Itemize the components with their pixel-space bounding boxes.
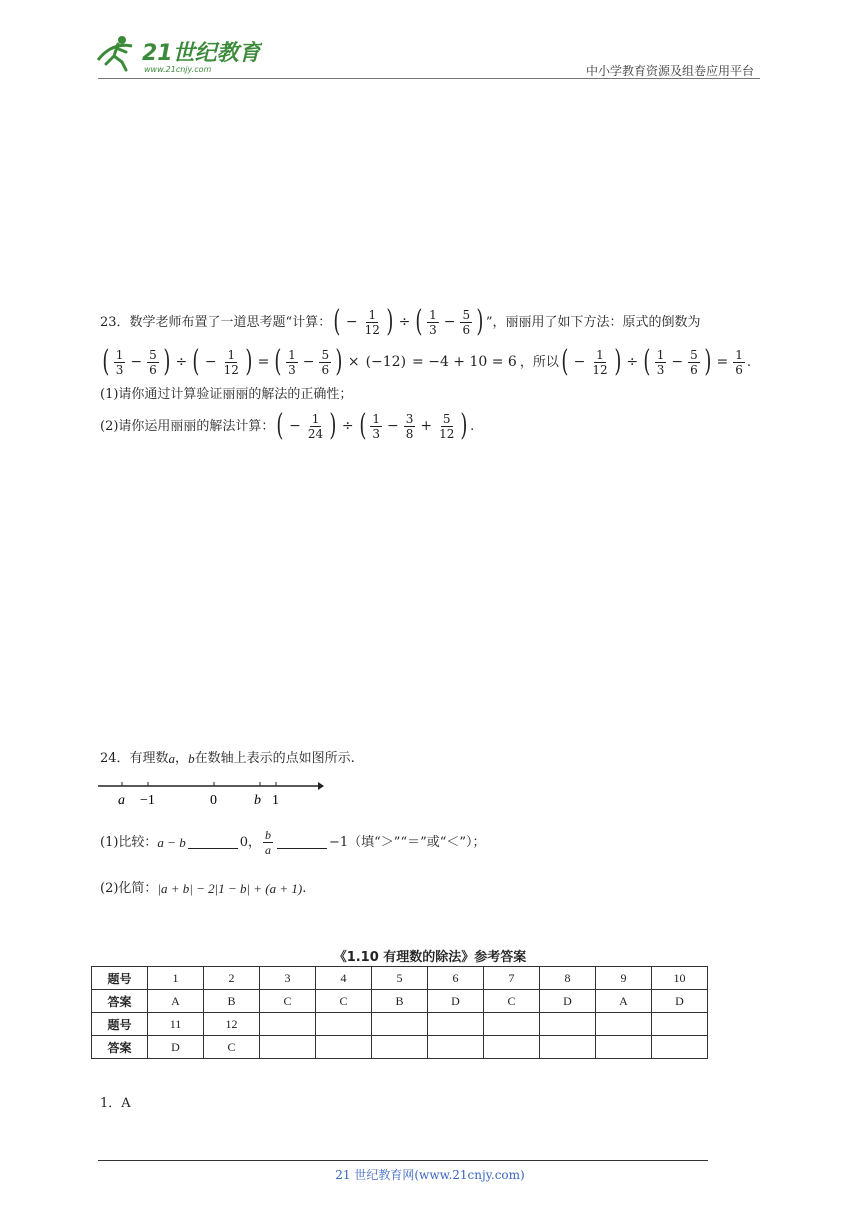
table-cell [652,1036,708,1059]
fraction: $\frac{5}{6}$ [462,307,471,337]
table-row [92,1036,708,1059]
table-cell: C [484,990,540,1013]
number-line [96,776,336,812]
table-cell [316,1013,372,1036]
table-cell: 7 [484,967,540,990]
svg-text:www.21cnjy.com: www.21cnjy.com [144,65,212,74]
table-row [92,1013,708,1036]
q23-sub2-end: . [470,418,475,434]
fraction: $\frac{1}{12}$ [364,307,380,337]
var-b: b [188,750,195,766]
table-cell: 1 [148,967,204,990]
q24-sub1-row [100,822,486,862]
table-cell: C [260,990,316,1013]
fraction: $\frac{1}{6}$ [735,347,743,377]
fraction: $\frac{1}{3}$ [372,411,380,441]
table-cell: A [148,990,204,1013]
q23-lead-tail: ”，丽丽用了如下方法：原式的倒数为 [485,314,701,330]
table-cell [484,1013,540,1036]
table-cell [428,1013,484,1036]
question-23 [100,302,751,446]
q23-line2-end: . [746,354,752,370]
q24-sub1 [100,822,486,862]
table-cell: D [540,990,596,1013]
table-cell: D [652,990,708,1013]
table-cell: D [148,1036,204,1059]
footer-divider [98,1160,708,1161]
q23-line2: ( $\frac{1}{3}$ − $\frac{5}{6}$ ) ÷ ( − $\frac{1}{12}$ ) = ( $\frac{1}{3}$ − $\frac{5}{6}$ ) × (−12) = −4 + 10 = 6 ，所以 ( − $\frac{1}{12}$ ) ÷ ( $\frac{1}{3}$ − $\frac{5}{6}$ ) = $\frac{1}{6}$ . [102,344,752,379]
site-logo [92,30,262,78]
q24-comma: ， [175,750,189,766]
numline-label-a: a [118,793,125,808]
table-cell: C [316,990,372,1013]
table-cell: 11 [148,1013,204,1036]
var-a: a [168,750,176,766]
table-cell [596,1013,652,1036]
fraction: $\frac{1}{3}$ [115,347,124,377]
q24-sub2-end: . [302,880,307,896]
fraction: $\frac{1}{3}$ [288,347,296,377]
table-row-header: 题号 [92,967,148,990]
q23-line1: 23．数学老师布置了一道思考题“计算： ( − $\frac{1}{12}$ ) ÷ ( $\frac{1}{3}$ − $\frac{5}{6}$ ) ”，丽丽用了如下方法：原式的倒数为 [100,304,701,339]
q23-lead: 23．数学老师布置了一道思考题“计算： [100,314,332,330]
answer-blank[interactable] [277,836,327,849]
table-cell: 10 [652,967,708,990]
table-cell [652,1013,708,1036]
table-cell: B [372,990,428,1013]
fraction: $\frac{5}{6}$ [321,347,330,377]
q24-lead-line [100,748,355,768]
fraction: $\frac{1}{3}$ [429,307,437,337]
table-cell [596,1036,652,1059]
q24-sub2-prefix: (2)化简： [100,880,158,896]
page-header [0,0,860,80]
numline-label-b: b [254,793,261,808]
q23-sub1: (1)请你通过计算验证丽丽的解法的正确性； [100,386,353,402]
q24-sub2-row [100,868,306,908]
table-cell: C [204,1036,260,1059]
q24-expr-a-minus-b: a − b [157,834,186,850]
q24-sub2-expr: |a + b| − 2|1 − b| + (a + 1) [157,880,303,896]
fraction: $\frac{1}{12}$ [223,347,239,377]
q24-sub2 [100,868,306,908]
q24-sub1-tail: −1（填“＞”“＝”或“＜”）； [328,834,486,850]
table-cell: 3 [260,967,316,990]
table-cell: 12 [204,1013,260,1036]
logo-graphic [92,30,262,78]
table-row-header: 答案 [92,990,148,1013]
q24-lead-tail: 在数轴上表示的点如图所示. [194,750,355,766]
fraction: $\frac{5}{12}$ [439,411,455,441]
table-cell [372,1036,428,1059]
table-row-header: 答案 [92,1036,148,1059]
question-24 [100,748,355,768]
fraction: $\frac{5}{6}$ [690,347,698,377]
fraction: $\frac{1}{3}$ [656,347,665,377]
answer-blank[interactable] [188,836,238,849]
table-cell [260,1036,316,1059]
numline-label-1: 1 [272,793,279,808]
numline-label-neg1: −1 [140,793,155,808]
fraction: $\frac{1}{24}$ [307,411,324,441]
table-cell [540,1013,596,1036]
table-cell: 6 [428,967,484,990]
table-row [92,990,708,1013]
q23-so: ，所以 [519,354,559,370]
q23-sub2-text: (2)请你运用丽丽的解法计算： [100,418,275,434]
platform-tagline: 中小学教育资源及组卷应用平台 [585,64,754,78]
fraction: $\frac{5}{6}$ [149,347,157,377]
svg-text:21世纪教育: 21世纪教育 [142,41,261,66]
table-cell: 5 [372,967,428,990]
table-cell [260,1013,316,1036]
table-cell: 9 [596,967,652,990]
table-cell [372,1013,428,1036]
table-cell: 4 [316,967,372,990]
header-divider [98,78,760,79]
q23-sub2: (2)请你运用丽丽的解法计算： ( − $\frac{1}{24}$ ) ÷ ( $\frac{1}{3}$ − $\frac{3}{8}$ + $\frac{5}{12}$ ) . [100,408,475,443]
answer-table [91,966,708,1059]
table-cell [316,1036,372,1059]
table-cell [484,1036,540,1059]
table-cell: 8 [540,967,596,990]
fraction: $\frac{1}{12}$ [592,347,608,377]
table-cell: B [204,990,260,1013]
answer-key-title: 《1.10 有理数的除法》参考答案 [333,950,527,965]
table-row-header: 题号 [92,1013,148,1036]
q24-lead: 24．有理数 [100,750,169,766]
table-row [92,967,708,990]
q24-sub1-prefix: (1)比较： [100,834,158,850]
table-cell [540,1036,596,1059]
table-cell: 2 [204,967,260,990]
table-cell: D [428,990,484,1013]
q24-sub1-zero: 0， [239,834,261,850]
q23-eq: = −4 + 10 = 6 [412,354,517,370]
numline-label-0: 0 [210,793,217,808]
answer-1: 1．A [100,1096,131,1111]
fraction-b-over-a: $\frac{b}{a}$ [264,827,271,857]
fraction: $\frac{3}{8}$ [405,411,414,441]
table-cell: A [596,990,652,1013]
table-cell [428,1036,484,1059]
footer-source: 21 世纪教育网(www.21cnjy.com) [335,1168,525,1182]
